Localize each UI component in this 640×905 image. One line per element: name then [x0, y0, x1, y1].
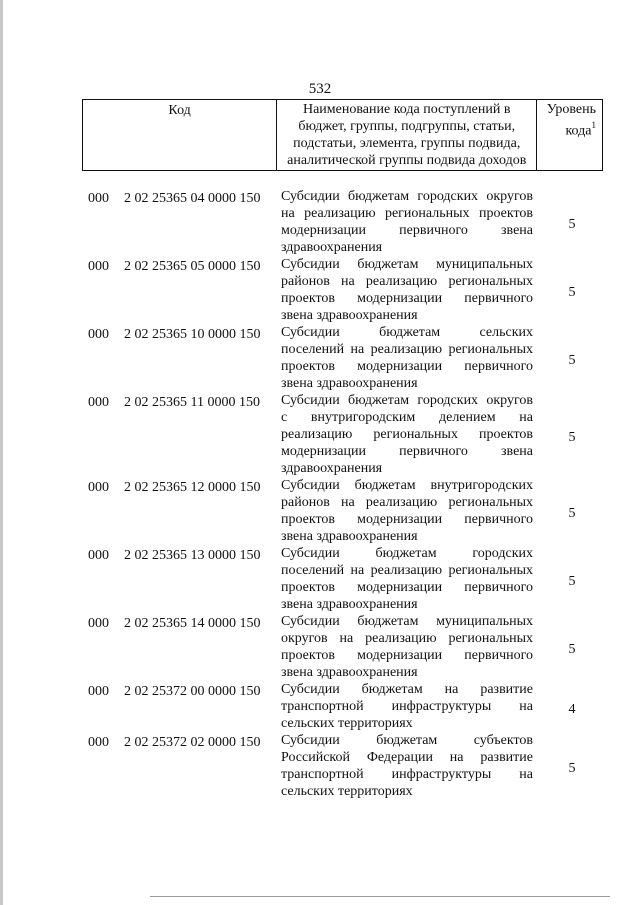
revenue-name-line: Субсидии бюджетам муниципальных [281, 614, 533, 629]
revenue-name-line: звена здравоохранения [281, 597, 418, 612]
page-number: 532 [308, 81, 332, 97]
revenue-name-line: здравоохранения [281, 240, 383, 255]
code-level: 5 [568, 217, 576, 232]
revenue-name-line: звена здравоохранения [281, 376, 418, 391]
header-name-line: подстатьи, элемента, группы подвида, [293, 136, 521, 151]
header-level [537, 100, 602, 170]
budget-classification-code: 2 02 25365 13 0000 150 [124, 548, 261, 563]
revenue-name-line: Субсидии бюджетам городских округов [281, 189, 533, 204]
revenue-name-line: районов на реализацию региональных [281, 274, 533, 289]
revenue-name [281, 613, 533, 681]
revenue-name-line: проектов модернизации первичного [281, 291, 533, 306]
admin-code: 000 [88, 327, 109, 342]
header-name-line: Наименование кода поступлений в [302, 102, 511, 117]
revenue-name-line: Российской Федерации на развитие [281, 750, 533, 765]
revenue-name [281, 545, 533, 613]
revenue-name-line: проектов модернизации первичного [281, 359, 533, 374]
revenue-name-line: модернизации первичного звена [281, 223, 533, 238]
code-level: 4 [568, 702, 576, 717]
revenue-name [281, 324, 533, 392]
scan-left-edge [0, 0, 3, 905]
header-level-text: кода [565, 123, 592, 139]
revenue-name-line: поселений на реализацию региональных [281, 342, 533, 357]
code-level: 5 [568, 761, 576, 776]
revenue-name-line: реализацию региональных проектов [281, 427, 533, 442]
admin-code: 000 [88, 395, 109, 410]
revenue-name-line: сельских территориях [281, 716, 413, 731]
footnote-marker: 1 [591, 120, 596, 130]
revenue-name-line: Субсидии бюджетам на развитие [281, 682, 533, 697]
revenue-name-line: Субсидии бюджетам субъектов [281, 733, 533, 748]
code-level: 5 [568, 506, 576, 521]
revenue-name [281, 188, 533, 256]
revenue-name [281, 392, 533, 477]
revenue-name-line: районов на реализацию региональных [281, 495, 533, 510]
budget-classification-code: 2 02 25365 10 0000 150 [124, 327, 261, 342]
admin-code: 000 [88, 684, 109, 699]
revenue-name-line: Субсидии бюджетам внутригородских [281, 478, 533, 493]
revenue-name-line: здравоохранения [281, 461, 383, 476]
budget-classification-code: 2 02 25365 05 0000 150 [124, 259, 261, 274]
budget-classification-code: 2 02 25365 11 0000 150 [124, 395, 260, 410]
revenue-name-line: звена здравоохранения [281, 529, 418, 544]
revenue-name-line: звена здравоохранения [281, 308, 418, 323]
revenue-name-line: округов на реализацию региональных [281, 631, 533, 646]
revenue-name-line: транспортной инфраструктуры на [281, 767, 533, 782]
admin-code: 000 [88, 548, 109, 563]
admin-code: 000 [88, 735, 109, 750]
admin-code: 000 [88, 259, 109, 274]
budget-classification-code: 2 02 25365 14 0000 150 [124, 616, 261, 631]
revenue-name-line: поселений на реализацию региональных [281, 563, 533, 578]
revenue-name [281, 732, 533, 800]
revenue-name-line: с внутригородским делением на [281, 410, 533, 425]
admin-code: 000 [88, 616, 109, 631]
revenue-name-line: на реализацию региональных проектов [281, 206, 533, 221]
revenue-name-line: сельских территориях [281, 784, 413, 799]
header-level-line1: Уровень [546, 102, 596, 117]
code-level: 5 [568, 430, 576, 445]
admin-code: 000 [88, 480, 109, 495]
budget-classification-code: 2 02 25372 00 0000 150 [124, 684, 261, 699]
revenue-name-line: Субсидии бюджетам сельских [281, 325, 533, 340]
code-level: 5 [568, 285, 576, 300]
code-level: 5 [568, 642, 576, 657]
budget-classification-code: 2 02 25372 02 0000 150 [124, 735, 261, 750]
code-level: 5 [568, 574, 576, 589]
header-name-line: бюджет, группы, подгруппы, статьи, [298, 119, 516, 134]
revenue-name-line: модернизации первичного звена [281, 444, 533, 459]
revenue-name-line: транспортной инфраструктуры на [281, 699, 533, 714]
table-header [82, 99, 603, 171]
header-level-line2 [537, 118, 596, 140]
budget-classification-code: 2 02 25365 12 0000 150 [124, 480, 261, 495]
revenue-name-line: Субсидии бюджетам городских округов [281, 393, 533, 408]
header-code: Код [83, 100, 277, 170]
code-level: 5 [568, 353, 576, 368]
revenue-name [281, 477, 533, 545]
scan-bottom-line [150, 896, 610, 897]
revenue-name-line: Субсидии бюджетам городских [281, 546, 533, 561]
admin-code: 000 [88, 191, 109, 206]
revenue-name-line: проектов модернизации первичного [281, 580, 533, 595]
budget-classification-code: 2 02 25365 04 0000 150 [124, 191, 261, 206]
revenue-name-line: проектов модернизации первичного [281, 648, 533, 663]
revenue-name-line: Субсидии бюджетам муниципальных [281, 257, 533, 272]
revenue-name-line: звена здравоохранения [281, 665, 418, 680]
header-name [277, 100, 537, 170]
header-name-line: аналитической группы подвида доходов [287, 153, 527, 168]
revenue-name-line: проектов модернизации первичного [281, 512, 533, 527]
revenue-name [281, 681, 533, 732]
revenue-name [281, 256, 533, 324]
